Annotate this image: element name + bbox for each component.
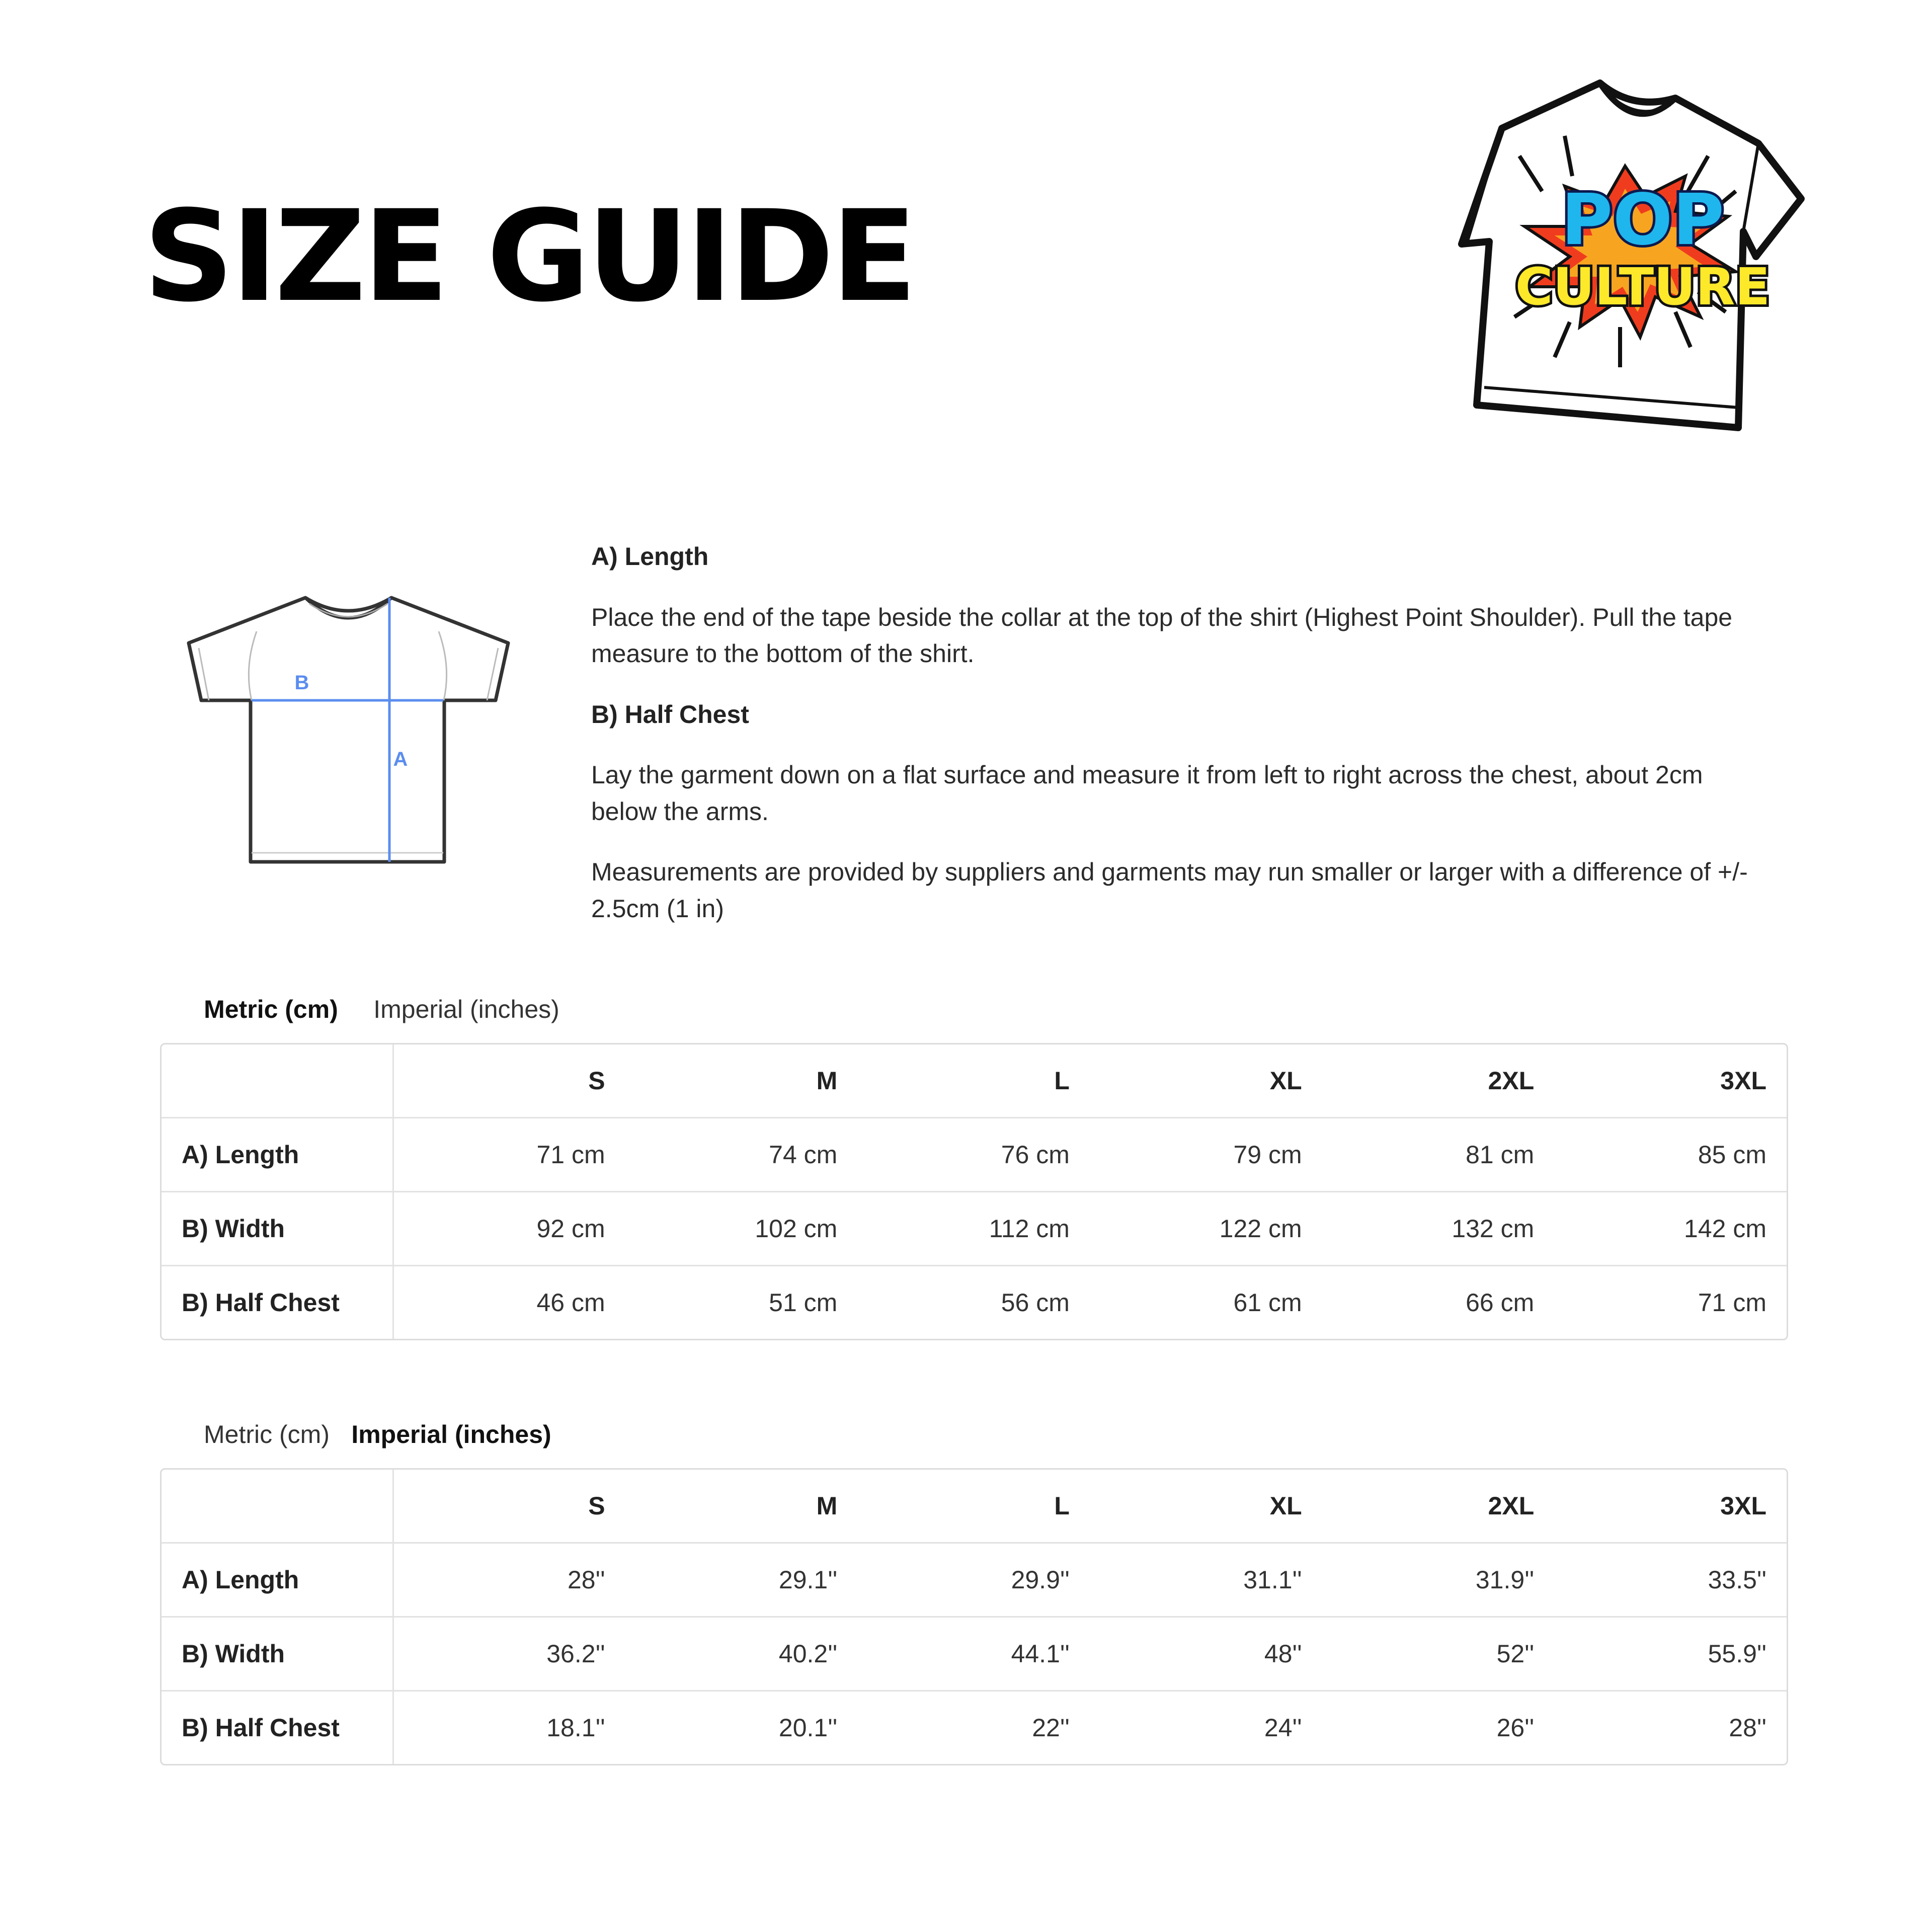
table-cell: 36.2'' (393, 1617, 625, 1691)
size-table-metric (160, 1043, 1788, 1340)
tab-metric[interactable]: Metric (cm) (204, 1420, 330, 1448)
table-cell: 48'' (1090, 1617, 1322, 1691)
table-cell: 31.9'' (1322, 1543, 1555, 1617)
size-header: XL (1269, 1492, 1302, 1520)
table-cell: 102 cm (625, 1192, 858, 1266)
table-row (162, 1266, 1787, 1339)
size-header: 3XL (1720, 1492, 1766, 1520)
table-cell: 92 cm (393, 1192, 625, 1266)
table-cell: 142 cm (1554, 1192, 1787, 1266)
table-row (162, 1118, 1787, 1192)
table-cell: 112 cm (857, 1192, 1090, 1266)
tab-imperial[interactable]: Imperial (inches) (373, 995, 559, 1023)
table-cell: 26'' (1322, 1691, 1555, 1764)
size-header: S (588, 1492, 605, 1520)
table-row (162, 1617, 1787, 1691)
size-header: L (1054, 1067, 1070, 1095)
row-label: A) Length (162, 1118, 393, 1192)
table-cell: 52'' (1322, 1617, 1555, 1691)
table-cell: 132 cm (1322, 1192, 1555, 1266)
table-header-row (162, 1470, 1787, 1543)
table-cell: 28'' (393, 1543, 625, 1617)
table-cell: 29.1'' (625, 1543, 858, 1617)
tab-metric[interactable]: Metric (cm) (184, 979, 358, 1049)
tab-imperial[interactable]: Imperial (inches) (351, 1404, 552, 1474)
supplier-note: Measurements are provided by suppliers and garments may run smaller or larger with a difference of +/- 2.5cm (1 in) (591, 858, 1748, 923)
table-row (162, 1192, 1787, 1266)
table-header-row (162, 1044, 1787, 1118)
svg-text:A: A (393, 748, 408, 770)
page-title: SIZE GUIDE (143, 183, 914, 330)
table-cell: 76 cm (857, 1118, 1090, 1192)
size-header: M (816, 1067, 838, 1095)
size-header: 2XL (1488, 1067, 1535, 1095)
svg-text:POP: POP (1561, 179, 1725, 261)
table-cell: 122 cm (1090, 1192, 1322, 1266)
tshirt-measurement-diagram (181, 584, 523, 886)
size-header: 2XL (1488, 1492, 1535, 1520)
size-header: XL (1269, 1067, 1302, 1095)
table-row (162, 1543, 1787, 1617)
table-cell: 81 cm (1322, 1118, 1555, 1192)
table-cell: 33.5'' (1554, 1543, 1787, 1617)
table-cell: 28'' (1554, 1691, 1787, 1764)
pop-culture-tshirt-logo (1454, 75, 1826, 448)
table-cell: 71 cm (1554, 1266, 1787, 1339)
chest-text: Lay the garment down on a flat surface and measure it from left to right across the chest, about 2cm below the arms. (591, 761, 1703, 826)
table-cell: 85 cm (1554, 1118, 1787, 1192)
row-label: B) Width (162, 1192, 393, 1266)
table-cell: 18.1'' (393, 1691, 625, 1764)
size-header: M (816, 1492, 838, 1520)
row-label: B) Half Chest (162, 1691, 393, 1764)
table-cell: 79 cm (1090, 1118, 1322, 1192)
table-cell: 55.9'' (1554, 1617, 1787, 1691)
table-cell: 29.9'' (857, 1543, 1090, 1617)
table-cell: 66 cm (1322, 1266, 1555, 1339)
table-cell: 71 cm (393, 1118, 625, 1192)
table-cell: 40.2'' (625, 1617, 858, 1691)
table-cell: 51 cm (625, 1266, 858, 1339)
corner-cell (162, 1470, 393, 1543)
table-cell: 74 cm (625, 1118, 858, 1192)
table-cell: 20.1'' (625, 1691, 858, 1764)
size-header: S (588, 1067, 605, 1095)
corner-cell (162, 1044, 393, 1118)
row-label: B) Half Chest (162, 1266, 393, 1339)
size-header: L (1054, 1492, 1070, 1520)
table-cell: 44.1'' (857, 1617, 1090, 1691)
length-text: Place the end of the tape beside the collar at the top of the shirt (Highest Point Shoulder). Pull the tape measure to the bottom of the shirt. (591, 603, 1733, 668)
table-cell: 61 cm (1090, 1266, 1322, 1339)
svg-text:B: B (294, 672, 309, 694)
table-cell: 56 cm (857, 1266, 1090, 1339)
table-cell: 24'' (1090, 1691, 1322, 1764)
table-cell: 46 cm (393, 1266, 625, 1339)
table-cell: 22'' (857, 1691, 1090, 1764)
row-label: A) Length (162, 1543, 393, 1617)
size-table-imperial (160, 1468, 1788, 1765)
table-row (162, 1691, 1787, 1764)
table-cell: 31.1'' (1090, 1543, 1322, 1617)
length-heading: A) Length (591, 542, 709, 571)
measurement-instructions (591, 538, 1768, 951)
chest-heading: B) Half Chest (591, 700, 749, 729)
size-header: 3XL (1720, 1067, 1766, 1095)
svg-text:CULTURE: CULTURE (1515, 257, 1770, 317)
row-label: B) Width (162, 1617, 393, 1691)
